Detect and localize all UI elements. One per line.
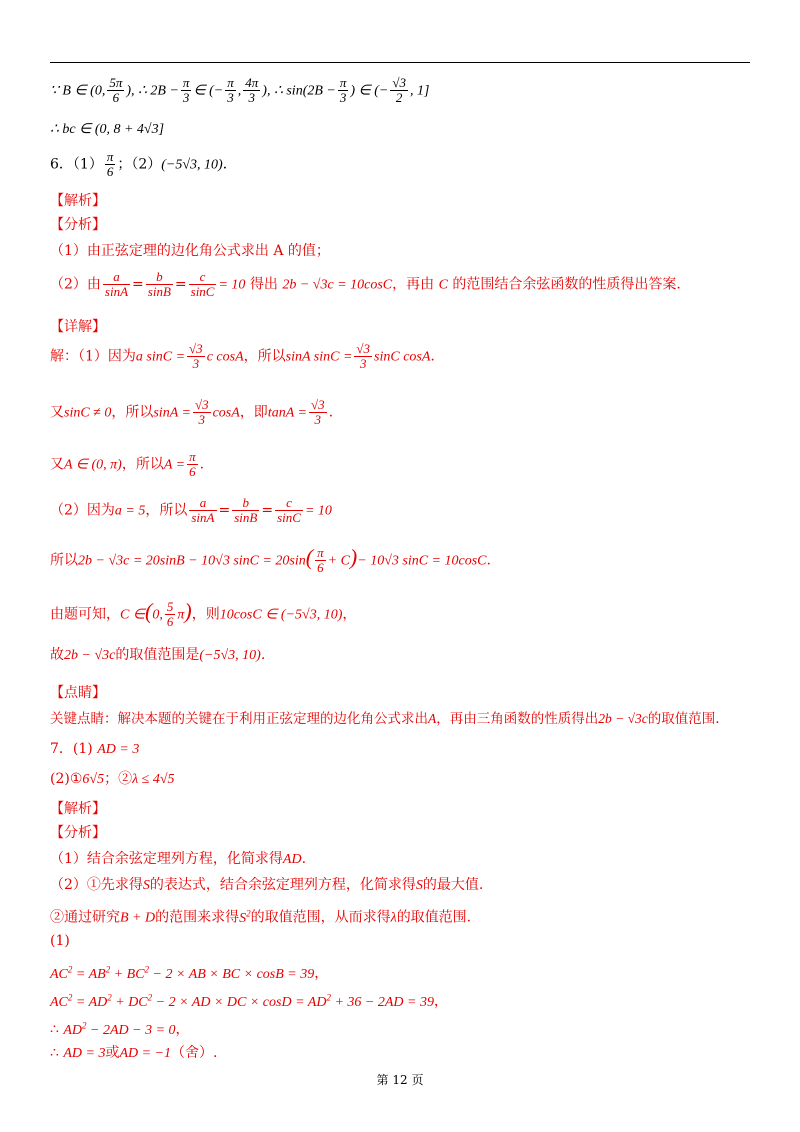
section-label-jiexi: 【解析】 (50, 193, 106, 209)
answer-6-heading: 6．（1） $\frac{\pi}{6}$ ；（2）(−5√3, 10)． (50, 149, 237, 179)
text-line: （1）结合余弦定理列方程，化简求得AD. (50, 851, 307, 867)
equation-line: ∴ AD = 3或AD = −1（舍）. (50, 1045, 218, 1061)
equation-line: ∴ $AD^2 - 2AD - 3 = 0$， (50, 1020, 190, 1038)
equation-line: $AC^2 = AB^2 + BC^2 - 2$ × AB × BC × cosB = 39， (50, 964, 329, 982)
text-line: ∵ B ∈ (0, $\frac{5\pi}{6}$ ), ∴ 2B − $\frac{\pi}{3}$ ∈ (− $\frac{\pi}{3}$ , $\frac{4\pi}{3}$ ), ∴ sin(2B − $\frac{\pi}{3}$ ) ∈ (− $\frac{√3}{2}$ , 1] (50, 75, 430, 105)
text-line: 又sinC ≠ 0，所以sinA = $\frac{√3}{3}$ cosA，即tanA = $\frac{√3}{3}$ . (50, 397, 334, 427)
equation-line: $AC^2 = AD^2 + DC^2 - 2$ × AD × DC × $\cos D = AD^2 + 36 - 2AD = 39$， (50, 992, 448, 1010)
text-line: 故2b − √3c的取值范围是(−5√3, 10). (50, 647, 266, 663)
section-label-jiexi: 【解析】 (50, 801, 106, 817)
text-line: （2）①先求得S的表达式，结合余弦定理列方程，化简求得S的最大值. (50, 877, 484, 893)
answer-7-heading: 7．(1) AD = 3 (50, 741, 140, 757)
subpart-label: (1) (50, 933, 70, 949)
text-line: （1）由正弦定理的边化角公式求出 A 的值； (50, 243, 330, 259)
text-line: 所以2b − √3c = 20sinB − 10√3 sinC = 20sin( $\frac{\pi}{6}$ + C)− 10√3 sinC = 10cosC. (50, 544, 491, 575)
section-label-xiangjie: 【详解】 (50, 319, 106, 335)
text-line: （2）由 $\frac{a}{\sin A}$ = $\frac{b}{\sin B}$ = $\frac{c}{\sin C}$ = 10 得出 2b − √3c = 10cosC，再由 C 的范围结合余弦函数的性质得出答案. (50, 269, 681, 299)
text-line: 由题可知，C ∈(0, $\frac{5}{6}$ π)，则10cosC ∈ (−5√3, 10)， (50, 598, 357, 629)
page-footer: 第 12 页 (376, 1073, 424, 1087)
text-line: （2）因为a = 5，所以 $\frac{a}{\sin A}$ = $\frac{b}{\sin B}$ = $\frac{c}{\sin C}$ = 10 (50, 495, 332, 525)
text-line: ②通过研究B + D的范围来求得$S^2$的取值范围，从而求得λ的取值范围. (50, 908, 472, 926)
section-label-fenxi: 【分析】 (50, 825, 106, 841)
text-line: (2)①6√5；②λ ≤ 4√5 (50, 771, 175, 787)
text-line: 关键点睛：解决本题的关键在于利用正弦定理的边化角公式求出A，再由三角函数的性质得出2b − √3c的取值范围. (50, 711, 720, 727)
header-rule (50, 62, 750, 63)
text-line: 解：（1）因为a sinC = $\frac{√3}{3}$ c cosA，所以sinA sinC = $\frac{√3}{3}$ sinC cosA. (50, 341, 435, 371)
text-line: 又A ∈ (0, π)，所以A = $\frac{\pi}{6}$ . (50, 449, 205, 479)
section-label-dianjing: 【点睛】 (50, 685, 106, 701)
section-label-fenxi: 【分析】 (50, 217, 106, 233)
text-line: ∴ bc ∈ (0, 8 + 4√3] (50, 122, 165, 137)
